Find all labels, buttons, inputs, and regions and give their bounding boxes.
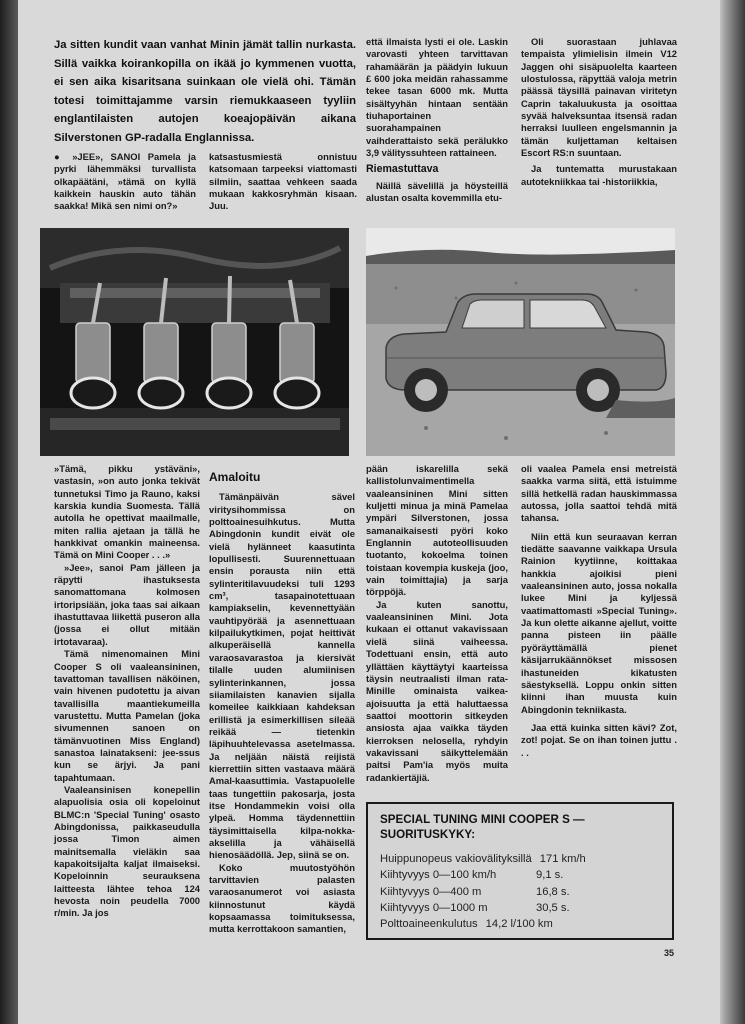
spec-row bbox=[380, 884, 660, 900]
top-col3-text: että ilmaista lysti ei ole. Laskin varovasti yhteen tarvittavan rahamäärän ja päädyin lukuun £ 600 joka meidän rahassamme tekee tasan 6000 mk. Mutta sisältyyhän hintaan sentään tiuhaportainen suorahampainen vaihderattaisto sekä perälukko 3,9 välityssuhteen rattaineen. bbox=[366, 36, 508, 159]
spec-value: 14,2 l/100 km bbox=[485, 918, 553, 931]
body-paragraph: pään iskarelilla sekä kallistolunvaimentimella vaaleansininen Mini sitten kuljetti minua ja minä Pamelaa ympäri Silverstonen, jossa samanaikaisesti pyöri koko Englannin autoteollisuuden tuotanto, kokoelma toinen toistaan kovempia kuskeja (joo, vain toimittajia) ja sarja törppöjä. bbox=[366, 463, 508, 598]
body-paragraph: Tämä nimenomainen Mini Cooper S oli vaaleansininen, tavattoman tavallisen näköinen, vain hivenen pudotettu ja aivan tavallisilla maantiekumeilla varustettu. Mutta Pamelan (joka sivumennen sanoen on tämänvuotinen Miss England) sanastoa lainatakseni: jee-ssus kun se ärjyi. Ja pani tapahtumaan. bbox=[54, 648, 200, 783]
body-paragraph: Koko muutostyöhön tarvittavien palasten varaosanumerot voi asiasta kiinnostunut käydä kopsaamassa toimituksessa, mutta kerrottakoon samantien, bbox=[209, 861, 355, 935]
spec-value: 16,8 s. bbox=[536, 885, 570, 898]
bottom-column-1 bbox=[54, 463, 200, 920]
top-column-1 bbox=[54, 151, 196, 213]
spec-row bbox=[380, 851, 660, 867]
spec-list bbox=[380, 851, 660, 932]
scan-shadow-left bbox=[0, 0, 18, 1024]
scan-shadow-right bbox=[718, 0, 745, 1024]
body-paragraph: Tämänpäivän sävel viritysihommissa on polttoainesuihkutus. Mutta Abingdonin kundit eivät ole vielä hylänneet kaasutinta lopullisesti. Suurennettuaan ensin porausta niin että sylinteritilavuudeksi tuli 1293 cm³, tasapainotettuaan kampiakselin, kevennettyään vauhtipyörää ja asennettuaan kilpailukytkimen, pojat heittivät alkuperäisellä kannella varaosavarastoa ja kiersivät tilalle uuden alumiinisen sylinterinkannen, jossa siiamilaisten kanavien sijalla komeilee kaikkiaan kahdeksan erillistä ja esimerkillisen sileää reikää — tietenkin läpihuuhtelevassa asetelmassa. Ja neljään näistä reijistä kierrettiin sitten vastaava määrä Amal-kaasuttimia. Vastapuolelle taas tungettiin pakosarja, josta itse Hondammekin voisi olla ylpeä. Homma täydennettiin täysimittaisella kilpa-nokka-akselilla ja vähäisellä hienosäädöllä. Jep, siinä se on. bbox=[209, 491, 355, 861]
performance-spec-box bbox=[366, 802, 674, 940]
subheading-amaloitu: Amaloitu bbox=[209, 470, 261, 484]
bottom-column-4 bbox=[521, 463, 677, 759]
bottom-column-3 bbox=[366, 463, 508, 784]
top-column-4 bbox=[521, 36, 677, 188]
spec-label: Kiihtyvyys 0—100 km/h bbox=[380, 869, 497, 882]
top-col1-text: ● »JEE», SANOI Pamela ja pyrki lähemmäksi turvallista olkapäätäni, »tämä on kyllä kaikkein hauskin auto tähän saakka! Mikä sen nimi on?» bbox=[54, 151, 196, 212]
spec-label: Polttoaineenkulutus bbox=[380, 918, 478, 931]
subheading-riemastuttava: Riemastuttava bbox=[366, 163, 439, 176]
body-paragraph: Jaa että kuinka sitten kävi? Zot, zot! pojat. Se on ihan toinen juttu . . . bbox=[521, 721, 677, 758]
spec-value: 171 km/h bbox=[539, 853, 586, 865]
page-number: 35 bbox=[664, 948, 675, 958]
body-paragraph: »Jee», sanoi Pam jälleen ja räpytti ihastuksesta sanomattomana kolmosen irtoripsiään, joka taas sai aikaan ihastuttavaa liikettä puseron alla (jossa ei ollut mitään irtotavaraa). bbox=[54, 561, 200, 647]
spec-row bbox=[380, 867, 660, 883]
engine-carburetor-photo bbox=[40, 228, 349, 456]
spec-row bbox=[380, 900, 660, 916]
top-col2-text: katsastusmiestä onnistuu katsomaan tarpeeksi viattomasti silmiin, saattaa vehkeen saada mukaan kakkosryhmän kisaan. Juu. bbox=[209, 151, 357, 212]
body-paragraph: »Tämä, pikku ystäväni», vastasin, »on auto jonka tekivät tunnetuksi Timo ja Rauno, kaksi karskia kundia Suomesta. Tällä autolla he opettivat maailmalle, miten rallia ajetaan ja tällä he hankkivat omankin maineensa. Tämä on Mini Cooper . . .» bbox=[54, 463, 200, 561]
top-col4-text-2: Ja tuntematta murustakaan autotekniikkaa tai -historiikkia, bbox=[521, 163, 677, 187]
magazine-page bbox=[18, 0, 720, 1024]
spec-value: 30,5 s. bbox=[536, 901, 570, 914]
lead-paragraph: Ja sitten kundit vaan vanhat Minin jämät tallin nurkasta. Sillä vaikka koirankopilla on ikää jo kymmenen vuotta, ei sen aika kisaritsana suinkaan ole vielä ohi. Tämän totesi toimittajamme varsin riemukkaaseen tyyliin englantilaisten autojen koeajopäivän aikana Silverstonen GP-radalla Englannissa. bbox=[54, 39, 356, 144]
body-paragraph: oli vaalea Pamela ensi metreistä saakka varma siitä, että istuimme sillä hetkellä radan hauskimmassa autossa, jolla saattoi tehdä mitä tahansa. bbox=[521, 463, 677, 524]
bottom-column-2 bbox=[209, 463, 355, 936]
spec-label: Huippunopeus vakiovälityksillä bbox=[380, 853, 532, 865]
top-column-2 bbox=[209, 151, 357, 213]
body-paragraph: Ja kuten sanottu, vaaleansininen Mini. Jota kukaan ei ottanut vakavissaan vielä siinä vaiheessa. Todettuani ensin, että auto yllättäen käyttäytyi kaarteissa täysin neutraalisti ilman rata-Minille ominaista vaikea-ajoisuutta ja että haluttaessa saattoi moottorin sitkeyden ansiosta ajaa vaikka täyden kierroksen nelosella, ryhdyin vakavissani säikyttelemään paitsi Pam'ia myös muita radankiertäjiä. bbox=[366, 598, 508, 783]
spec-subtitle: SUORITUSKYKY: bbox=[380, 828, 476, 841]
mini-cooper-photo bbox=[366, 228, 675, 456]
spec-label: Kiihtyvyys 0—400 m bbox=[380, 885, 482, 898]
spec-label: Kiihtyvyys 0—1000 m bbox=[380, 901, 488, 914]
spec-title: SPECIAL TUNING MINI COOPER S — bbox=[380, 813, 585, 826]
top-column-3 bbox=[366, 36, 508, 204]
top-col3-text-2: Näillä sävelillä ja höysteillä alustan osalta kovemmilla etu- bbox=[366, 179, 508, 204]
spec-row bbox=[380, 916, 660, 932]
spec-value: 9,1 s. bbox=[536, 869, 564, 882]
body-paragraph: Vaaleansinisen konepellin alapuolisia osia oli kopeloinut BLMC:n 'Special Tuning' osasto Abingdonissa, paikkaseudulla jossa Timon aimen mainitsemalla vieläkin saa kapakoitsijalta kaljat ilmaiseksi. Kopeloinnin seurauksena laitteesta lähtee tehoa 124 hevosta noin peudella 7000 r/min. Ja jos bbox=[54, 783, 200, 919]
top-col4-text: Oli suorastaan juhlavaa tempaista ylimielisin ilmein V12 Jaggen ohi sisäpuolelta kaarteen ulostulossa, räpyttää valoja metrin päässä täysillä painavan viritetyn Caprin takaluukusta ja osoittaa syvää halveksuntaa itsensä radan herraksi luulleen engelsmannin ja tämän kuljettaman keltaisen Escort RS:n suuntaan. bbox=[521, 36, 677, 159]
body-paragraph: Niin että kun seuraavan kerran tiedätte saavanne vaikkapa Ursula Rainion kyytiinne, koittakaa hankkia ajoikisi pieni vaaleansininen auto, jossa nokalla lukee Mini ja kyljessä vaatimattomasti »Special Tuning». Ja kun olette aikanne ajellut, voitte panna pisteen iin päälle pyöräyttämällä pienet käsijarrukäännökset missosen ihastuneiden kikatusten säestyksellä. Loppu onkin sitten kiinni ihan muusta kuin Abingdonin tekniikasta. bbox=[521, 530, 677, 715]
